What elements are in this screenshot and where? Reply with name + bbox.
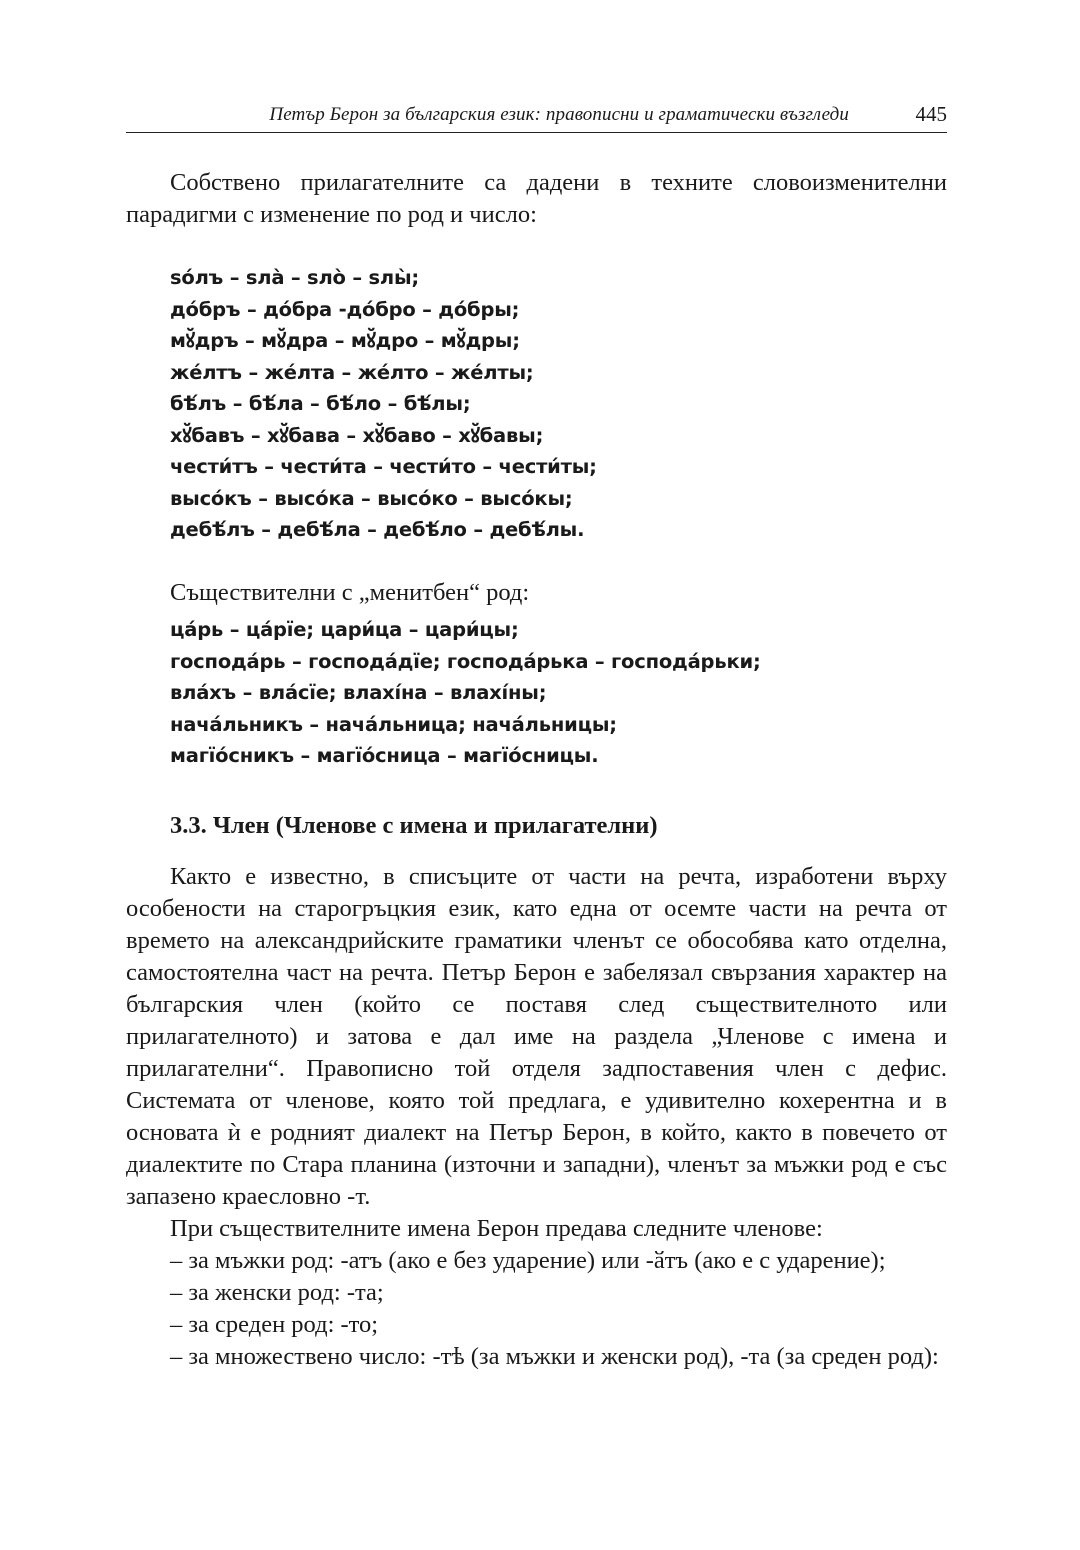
noun-heading: Съществителни с „менитбен“ род: xyxy=(170,579,530,606)
running-header xyxy=(126,100,947,133)
adjective-example: мꙋ̆дръ – мꙋ̆дра – мꙋ̆дро – мꙋ̆дры; xyxy=(170,329,520,352)
adjective-example: дебѣ́лъ – дебѣ́ла – дебѣ́ло – дебѣ́лы. xyxy=(170,518,585,541)
adjective-example: высо́къ – высо́ка – высо́ко – высо́кы; xyxy=(170,486,573,510)
noun-example: вла́хъ – вла́сїе; влахі́на – влахі́ны; xyxy=(170,681,547,704)
article-list-item: – за среден род: -то; xyxy=(170,1311,379,1338)
section-heading: 3.3. Член (Членове с имена и прилагателни) xyxy=(170,812,658,839)
noun-example: ца́рь – ца́рїе; цари́ца – цари́цы; xyxy=(170,618,519,641)
articles-intro: При съществителните имена Берон предава следните членове: xyxy=(170,1215,823,1242)
adjective-example: же́лтъ – же́лта – же́лто – же́лты; xyxy=(170,360,534,384)
article-list-item: – за женски род: -та; xyxy=(170,1279,384,1306)
noun-example: нача́льникъ – нача́льница; нача́льницы; xyxy=(170,712,617,736)
noun-examples xyxy=(170,614,947,772)
adjective-example: до́бръ – до́бра -до́бро – до́бры; xyxy=(170,297,520,321)
adjective-example: чести́тъ – чести́та – чести́то – чести́ты; xyxy=(170,455,597,478)
adjective-examples xyxy=(170,262,947,546)
page-number: 445 xyxy=(915,102,947,126)
plural-item: – за множествено число: -тѣ (за мъжки и женски род), -та (за среден род): xyxy=(170,1343,939,1370)
body-paragraph: Както е известно, в списъците от части на речта, изработени върху особености на старогръцкия език, като една от осемте части на речта от времето на александрийските граматики членът се обособява като отделна, самостоятелна част на речта. Петър Берон е забелязал свързания характер на българския член (който се поставя след съществителното или прилагателното) и затова е дал име на раздела „Членове с имена и прилагателни“. Правописно той отделя задпоставения член с дефис. Системата от членове, която той предлага, е удивително кохерентна и в основата ѝ е родният диалект на Петър Берон, в който, както в повечето от диалектите по Стара планина (източни и западни), членът за мъжки род е със запазено краесловно -т. xyxy=(126,863,947,1210)
adjective-example: хꙋ̆бавъ – хꙋ̆бава – хꙋ̆баво – хꙋ̆бавы; xyxy=(170,423,544,447)
running-title: Петър Берон за българския език: правописни и граматически възгледи xyxy=(269,104,849,125)
adjective-example: ѕо́лъ – ѕла̀ – ѕло̀ – ѕлы̀; xyxy=(170,266,419,289)
intro-paragraph: Собствено прилагателните са дадени в техните словоизменителни парадигми с изменение по род и число: xyxy=(126,169,947,228)
adjective-example: бѣ́лъ – бѣ́ла – бѣ́ло – бѣ́лы; xyxy=(170,392,471,415)
article-list-item: – за мъжки род: -атъ (ако е без ударение) или -ӑтъ (ако е с ударение); xyxy=(170,1247,886,1274)
noun-example: магїо́сникъ – магїо́сница – магїо́сницы. xyxy=(170,744,599,767)
noun-example: господа́рь – господа́дїе; господа́рька – господа́рьки; xyxy=(170,649,761,673)
